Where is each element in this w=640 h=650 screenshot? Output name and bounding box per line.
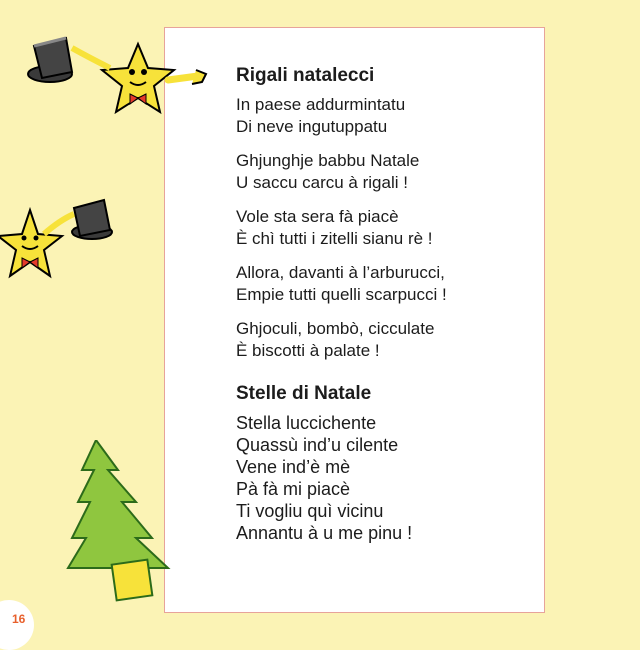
verse-line: Ghjunghje babbu Natale: [236, 151, 420, 170]
verse-line: È biscotti à palate !: [236, 341, 380, 360]
stanza: [236, 206, 447, 250]
verse-line: Allora, davanti à l’arburucci,: [236, 263, 445, 282]
page-number: 16: [12, 612, 26, 626]
verse-line: In paese addurmintatu: [236, 95, 406, 114]
stanza: [236, 94, 447, 138]
poem-rigali-natalecci: [236, 65, 447, 374]
verse-line: È chì tutti i zitelli sianu rè !: [236, 229, 433, 248]
verse-line: Vene ind’è mè: [236, 457, 351, 477]
poem-title: Stelle di Natale: [236, 383, 372, 404]
verse-line: U saccu carcu à rigali !: [236, 173, 408, 192]
verse-line: Di neve ingutuppatu: [236, 117, 388, 136]
verse-line: Stella luccichente: [236, 413, 377, 433]
verse-line: Ghjoculi, bombò, cicculate: [236, 319, 435, 338]
verse-line: Quassù ind’u cilente: [236, 435, 399, 455]
stanza: [236, 262, 447, 306]
verse-line: Pà fà mi piacè: [236, 479, 351, 499]
christmas-tree-icon: [60, 440, 190, 610]
poem-title: Rigali natalecci: [236, 65, 375, 86]
star-with-hat-icon: [20, 30, 210, 120]
verse-line: Ti vogliu quì vicinu: [236, 501, 384, 521]
verse-line: Empie tutti quelli scarpucci !: [236, 285, 447, 304]
stanza: [236, 318, 447, 362]
verse-line: Vole sta sera fà piacè: [236, 207, 399, 226]
verse-line: Annantu à u me pinu !: [236, 523, 413, 543]
stanza: [236, 150, 447, 194]
poem-stelle-di-natale: [236, 383, 412, 544]
star-with-hat-icon: [0, 190, 120, 290]
stanza: [236, 412, 412, 544]
